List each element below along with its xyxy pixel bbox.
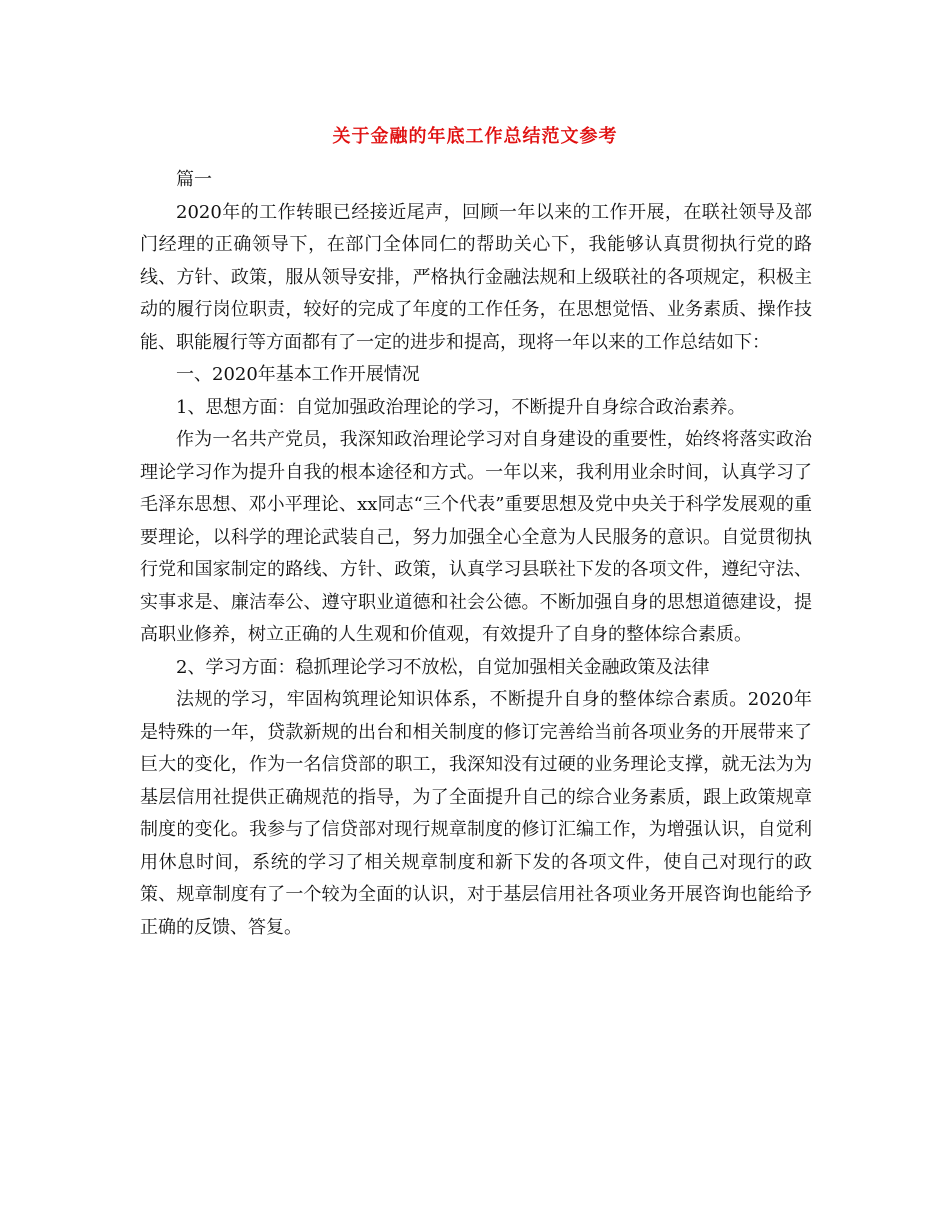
document-title: 关于金融的年底工作总结范文参考	[332, 126, 618, 147]
subheading-study: 2、学习方面：稳抓理论学习不放松，自觉加强相关金融政策及法律	[176, 656, 710, 678]
subheading-ideology: 1、思想方面：自觉加强政治理论的学习，不断提升自身综合政治素养。	[176, 396, 746, 418]
intro-paragraph: 2020年的工作转眼已经接近尾声，回顾一年以来的工作开展，在联社领导及部门经理的正确领导下，在部门全体同仁的帮助关心下，我能够认真贯彻执行党的路线、方针、政策，服从领导安排，严格执行金融法规和上级联社的各项规定，积极主动的履行岗位职责，较好的完成了年度的工作任务，在思想觉悟、业务素质、操作技能、职能履行等方面都有了一定的进步和提高，现将一年以来的工作总结如下：	[140, 201, 812, 353]
study-paragraph: 法规的学习，牢固构筑理论知识体系，不断提升自身的整体综合素质。2020年是特殊的一年，贷款新规的出台和相关制度的修订完善给当前各项业务的开展带来了巨大的变化，作为一名信贷部的职工，我深知没有过硬的业务理论支撑，就无法为为基层信用社提供正确规范的指导，为了全面提升自己的综合业务素质，跟上政策规章制度的变化。我参与了信贷部对现行规章制度的修订汇编工作，为增强认识，自觉利用休息时间，系统的学习了相关规章制度和新下发的各项文件，使自己对现行的政策、规章制度有了一个较为全面的认识，对于基层信用社各项业务开展咨询也能给予正确的反馈、答复。	[140, 689, 812, 938]
document-body	[140, 164, 812, 944]
section-heading-basic-work: 一、2020年基本工作开展情况	[176, 364, 420, 385]
ideology-paragraph: 作为一名共产党员，我深知政治理论学习对自身建设的重要性，始终将落实政治理论学习作为提升自我的根本途径和方式。一年以来，我利用业余时间，认真学习了毛泽东思想、邓小平理论、xx同志“三个代表”重要思想及党中央关于科学发展观的重要理论，以科学的理论武装自己，努力加强全心全意为人民服务的意识。自觉贯彻执行党和国家制定的路线、方针、政策，认真学习县联社下发的各项文件，遵纪守法、实事求是、廉洁奉公、遵守职业道德和社会公德。不断加强自身的思想道德建设，提高职业修养，树立正确的人生观和价值观，有效提升了自身的整体综合素质。	[140, 429, 812, 645]
section-heading-part-one: 篇一	[176, 169, 212, 190]
